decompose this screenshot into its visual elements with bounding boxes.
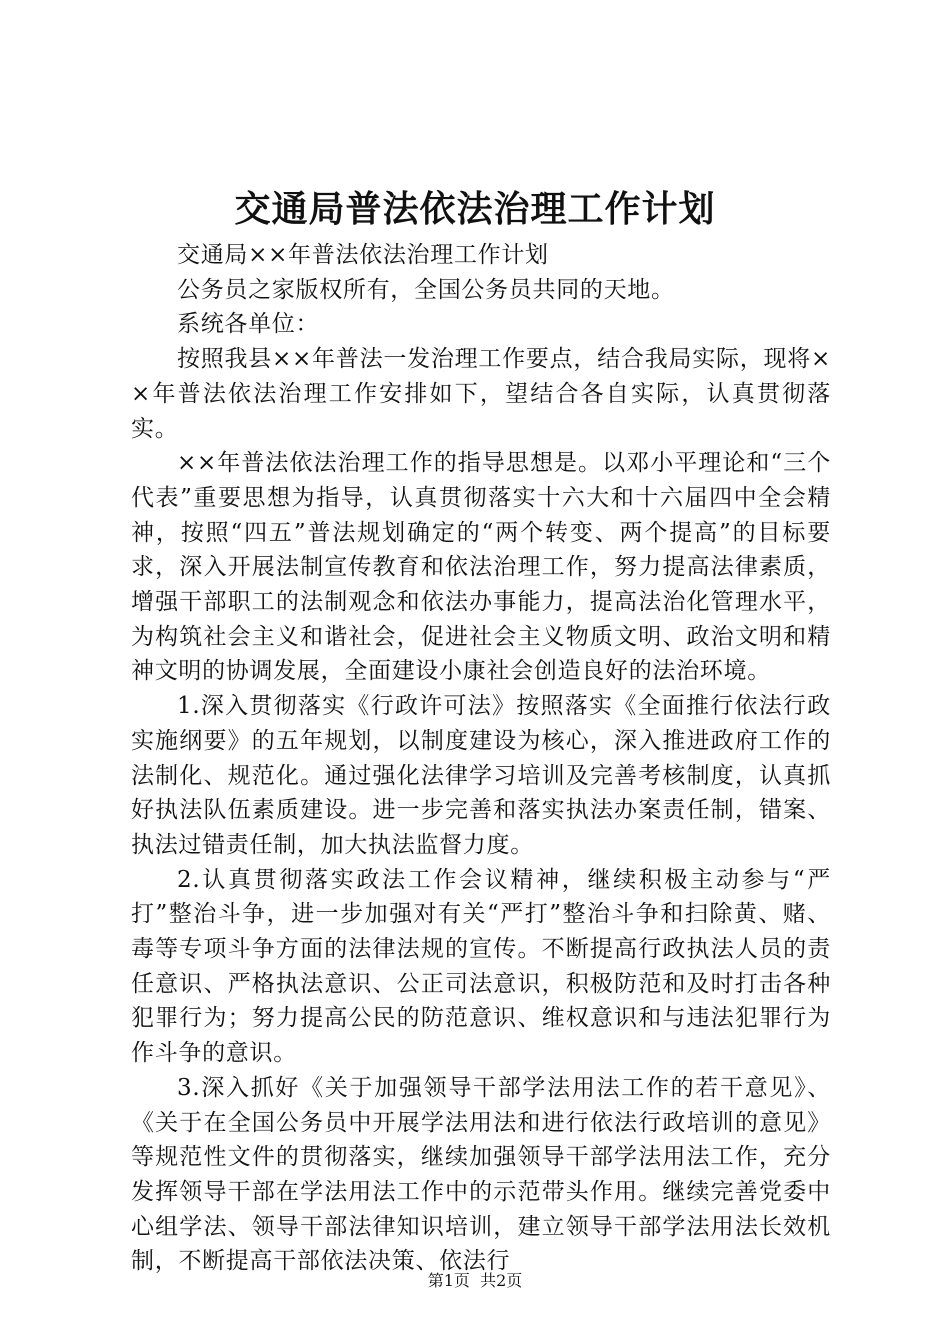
paragraph-item-1: 1.深入贯彻落实《行政许可法》按照落实《全面推行依法行政实施纲要》的五年规划，以制度建设为核心，深入推进政府工作的法制化、规范化。通过强化法律学习培训及完善考核制度，认真抓好执法队伍素质建设。进一步完善和落实执法办案责任制，错案、执法过错责任制，加大执法监督力度。 xyxy=(131,693,831,858)
paragraph-copyright-line: 公务员之家版权所有，全国公务员共同的天地。 xyxy=(177,276,675,303)
document-body xyxy=(131,238,831,1279)
paragraph-item-3: 3.深入抓好《关于加强领导干部学法用法工作的若干意见》、《关于在全国公务员中开展学法用法和进行依法行政培训的意见》等规范性文件的贯彻落实，继续加强领导干部学法用法工作，充分发挥领导干部在学法用法工作中的示范带头作用。继续完善党委中心组学法、领导干部法律知识培训，建立领导干部学法用法长效机制，不断提高干部依法决策、依法行 xyxy=(131,1074,831,1275)
paragraph-guiding-thought: ××年普法依法治理工作的指导思想是。以邓小平理论和“三个代表”重要思想为指导，认真贯彻落实十六大和十六届四中全会精神，按照“四五”普法规划确定的“两个转变、两个提高”的目标要求，深入开展法制宣传教育和依法治理工作，努力提高法律素质，增强干部职工的法制观念和依法办事能力，提高法治化管理水平，为构筑社会主义和谐社会，促进社会主义物质文明、政治文明和精神文明的协调发展，全面建设小康社会创造良好的法治环境。 xyxy=(131,450,831,685)
page-number-footer: 第1页 共2页 xyxy=(427,1271,523,1290)
paragraph-salutation: 系统各单位： xyxy=(177,311,320,338)
paragraph-item-2: 2.认真贯彻落实政法工作会议精神，继续积极主动参与“严打”整治斗争，进一步加强对有关“严打”整治斗争和扫除黄、赌、毒等专项斗争方面的法律法规的宣传。不断提高行政执法人员的责任意识、严格执法意识、公正司法意识，积极防范和及时打击各种犯罪行为；努力提高公民的防范意识、维权意识和与违法犯罪行为作斗争的意识。 xyxy=(131,866,831,1067)
document-title: 交通局普法依法治理工作计划 xyxy=(234,188,716,230)
paragraph-intro: 按照我县××年普法一发治理工作要点，结合我局实际，现将××年普法依法治理工作安排如下，望结合各自实际，认真贯彻落实。 xyxy=(131,346,831,442)
paragraph-heading-line: 交通局××年普法依法治理工作计划 xyxy=(177,242,549,268)
